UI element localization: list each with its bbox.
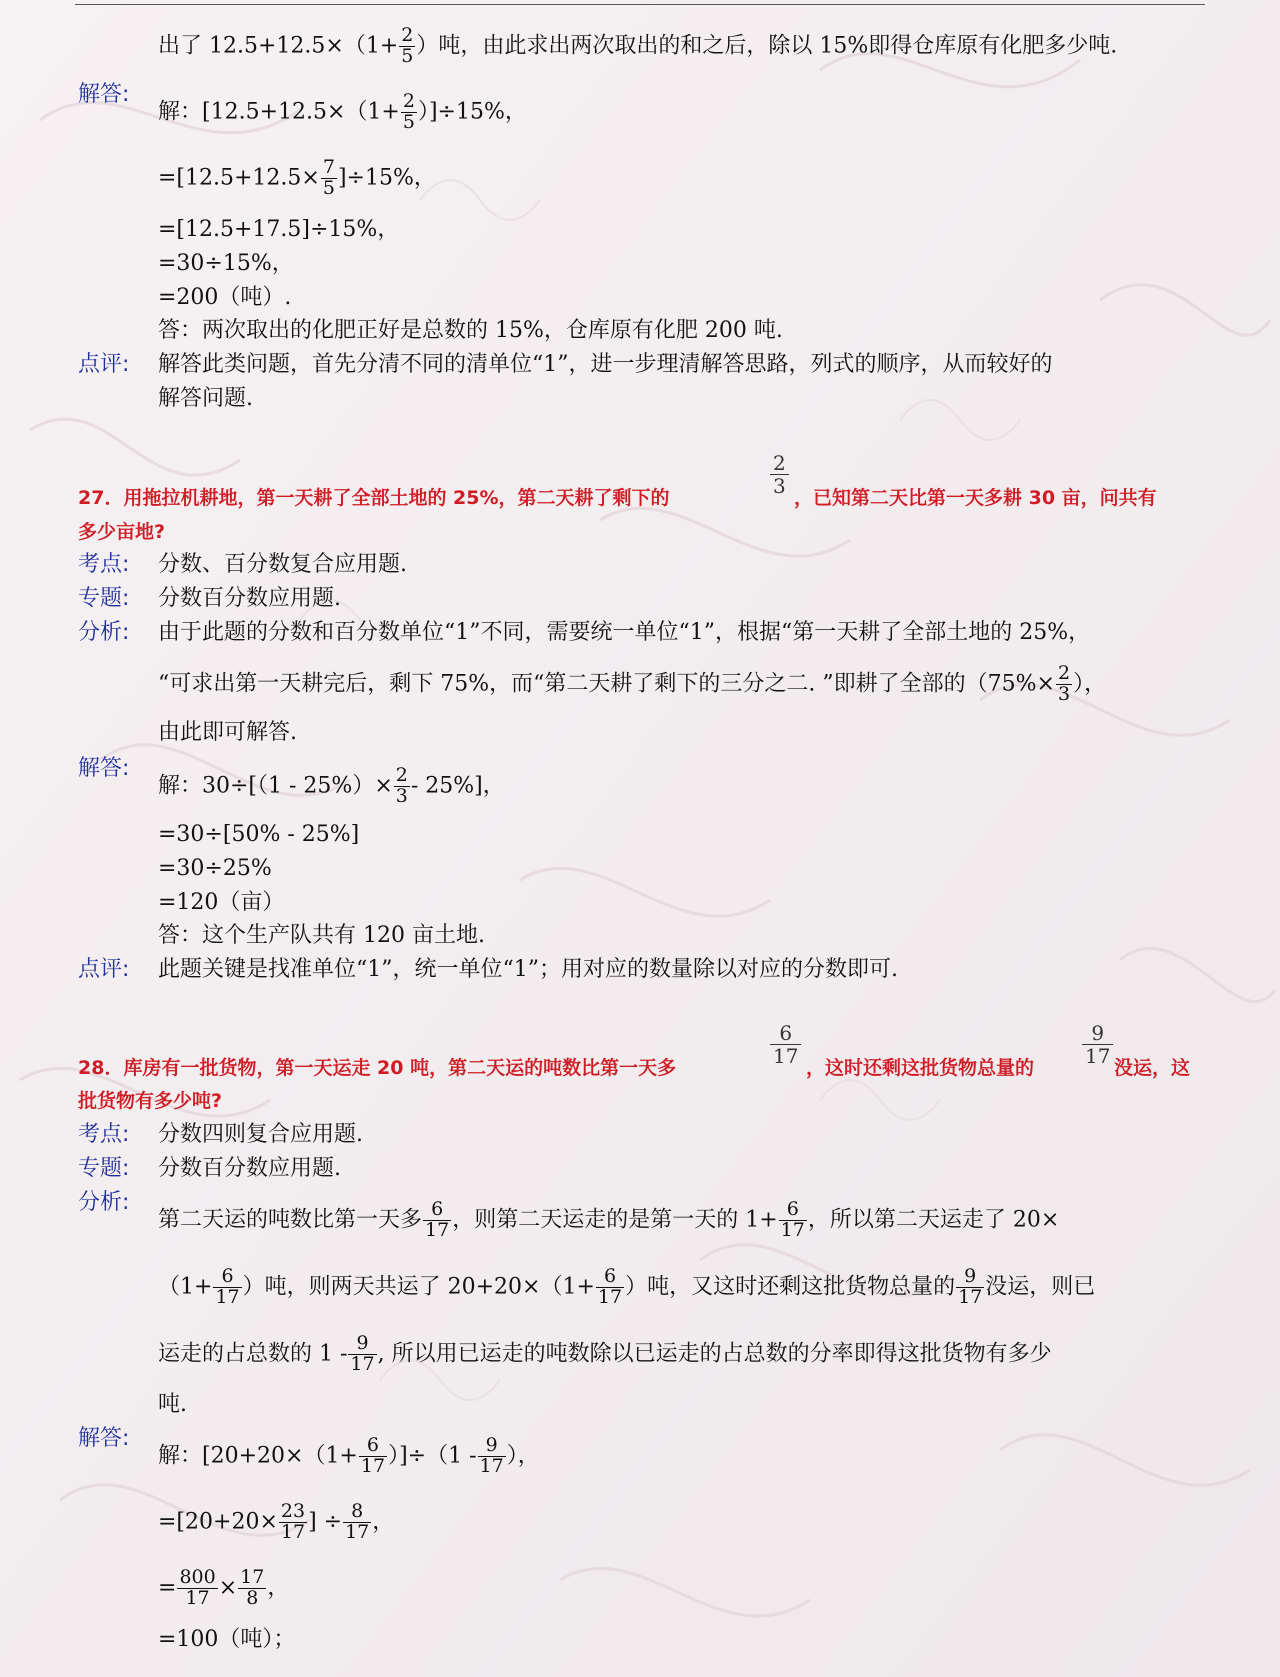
fraction — [394, 766, 410, 807]
denominator: 17 — [479, 1454, 504, 1477]
text-seg: “可求出第一天耕完后，剩下 75%，而“第二天耕了剩下的三分之二. ”即耕了全部的（75%× — [158, 671, 1055, 697]
denominator: 17 — [280, 1520, 306, 1543]
p27-solution-line-4: =120（亩） — [158, 890, 285, 915]
text-seg: =[12.5+12.5× — [158, 165, 320, 191]
p28-solution-line-4: =100（吨）； — [158, 1627, 296, 1652]
numerator: 2 — [395, 764, 408, 786]
p27-zhuanti: 分数百分数应用题. — [158, 586, 341, 611]
denominator: 17 — [425, 1218, 450, 1241]
text-seg: 解：[20+20×（1+ — [158, 1443, 358, 1469]
p27-solution-line-1 — [158, 766, 505, 807]
numerator: 6 — [770, 1022, 801, 1045]
top-rule — [75, 4, 1205, 5]
p26-comment-1: 解答此类问题，首先分清不同的清单位“1”，进一步理清解答思路，列式的顺序，从而较好的 — [158, 352, 1053, 377]
denominator: 17 — [773, 1044, 799, 1068]
numerator: 8 — [343, 1502, 371, 1523]
denominator: 17 — [350, 1352, 375, 1375]
p27-solution-line-3: =30÷25% — [158, 856, 272, 881]
numerator: 17 — [240, 1566, 265, 1588]
text-seg: ， — [372, 1509, 395, 1535]
fraction — [779, 1200, 807, 1241]
text-seg: 解：30÷[（1 - 25%）× — [158, 773, 393, 799]
p26-solution-line-4: =30÷15%， — [158, 251, 294, 276]
p26-solution-line-3: =[12.5+17.5]÷15%， — [158, 217, 400, 242]
p28-fenxi-4: 吨. — [158, 1392, 187, 1417]
denominator: 17 — [597, 1285, 623, 1308]
numerator: 6 — [213, 1267, 241, 1288]
numerator: 9 — [348, 1334, 376, 1355]
fraction — [321, 158, 337, 199]
p28-question-line-2: 批货物有多少吨? — [78, 1090, 223, 1112]
text-seg: ，所以第二天运走了 20× — [807, 1207, 1060, 1233]
text-seg: 第二天运的吨数比第一天多 — [158, 1207, 423, 1233]
p27-kaodian-label: 考点: — [78, 552, 130, 577]
p28-fenxi-label: 分析: — [78, 1190, 130, 1215]
p28-zhuanti: 分数百分数应用题. — [158, 1156, 341, 1181]
text-seg: ）吨，则两天共运了 20+20×（1+ — [242, 1274, 595, 1300]
text-seg: ] ÷ — [308, 1509, 343, 1535]
numerator: 6 — [423, 1200, 451, 1221]
text-seg: ， — [267, 1575, 290, 1601]
p28-solution-line-2 — [158, 1502, 394, 1543]
numerator: 6 — [779, 1200, 807, 1221]
denominator: 17 — [185, 1586, 210, 1609]
text-seg: 解：[12.5+12.5×（1+ — [158, 99, 400, 125]
text-seg: ）， — [1073, 671, 1107, 697]
text-seg: ）]÷15%， — [417, 99, 527, 125]
text-seg: - 25%]， — [410, 773, 505, 799]
p27-fenxi-1: 由于此题的分数和百分数单位“1”不同，需要统一单位“1”，根据“第一天耕了全部土地的 25%， — [158, 620, 1091, 645]
denominator: 17 — [1085, 1044, 1111, 1068]
text-seg: （1+ — [158, 1274, 213, 1300]
p27-question-line-1 — [78, 484, 670, 512]
p27-fenxi-3: 由此即可解答. — [158, 720, 297, 745]
fraction — [478, 1436, 506, 1477]
p28-kaodian-label: 考点: — [78, 1122, 130, 1147]
text-seg: ）， — [506, 1443, 540, 1469]
p26-analysis-line — [158, 26, 1117, 67]
fraction — [238, 1568, 266, 1609]
p28-question-fraction-1 — [770, 1022, 801, 1067]
p26-solution-line-2 — [158, 158, 436, 199]
p27-pingjia-label: 点评: — [78, 957, 130, 982]
p27-solution-line-2: =30÷[50% - 25%] — [158, 822, 360, 847]
p27-question-fraction — [770, 452, 789, 497]
p28-fenxi-3 — [158, 1334, 1052, 1375]
numerator: 9 — [1082, 1022, 1113, 1045]
denominator: 5 — [401, 44, 414, 67]
p28-question-fraction-2 — [1082, 1022, 1113, 1067]
p27-answer: 答：这个生产队共有 120 亩土地. — [158, 923, 485, 948]
fraction — [348, 1334, 376, 1375]
p27-question-line-1b: ，已知第二天比第一天多耕 30 亩，问共有 — [794, 487, 1157, 509]
p27-fenxi-2 — [158, 664, 1106, 705]
numerator: 7 — [322, 156, 335, 178]
p27-kaodian: 分数、百分数复合应用题. — [158, 552, 407, 577]
fraction — [399, 26, 415, 67]
p26-answer: 答：两次取出的化肥正好是总数的 15%，仓库原有化肥 200 吨. — [158, 318, 783, 343]
fraction — [279, 1502, 307, 1543]
p27-fenxi-label: 分析: — [78, 620, 130, 645]
text-seg: 没运，则已 — [985, 1274, 1096, 1300]
denominator: 5 — [322, 176, 335, 199]
text-seg: × — [218, 1575, 238, 1601]
p28-solution-line-3 — [158, 1568, 289, 1609]
p28-question-line-1b: ，这时还剩这批货物总量的 — [806, 1057, 1035, 1079]
p26-solution-line-1 — [158, 92, 527, 133]
denominator: 17 — [345, 1520, 370, 1543]
numerator: 2 — [770, 452, 789, 475]
numerator: 23 — [280, 1500, 306, 1522]
denominator: 17 — [360, 1454, 386, 1477]
p26-pingjia-label: 点评: — [78, 352, 130, 377]
p27-jieda-label: 解答: — [78, 756, 130, 781]
text-seg: ）吨，又这时还剩这批货物总量的 — [625, 1274, 956, 1300]
fraction — [343, 1502, 371, 1543]
fraction — [401, 92, 417, 133]
denominator: 17 — [215, 1285, 240, 1308]
numerator: 2 — [402, 90, 415, 112]
numerator: 800 — [179, 1566, 216, 1588]
text-seg: = — [158, 1575, 177, 1601]
p27-comment: 此题关键是找准单位“1”，统一单位“1”；用对应的数量除以对应的分数即可. — [158, 957, 898, 982]
fraction — [359, 1436, 387, 1477]
fraction — [1056, 664, 1072, 705]
text-seg: ，则第二天运走的是第一天的 1+ — [452, 1207, 778, 1233]
text-seg: ）吨，由此求出两次取出的和之后，除以 15%即得仓库原有化肥多少吨. — [416, 33, 1118, 59]
text-seg: =[20+20× — [158, 1509, 278, 1535]
denominator: 3 — [773, 474, 786, 498]
denominator: 3 — [395, 784, 408, 807]
numerator: 2 — [401, 24, 414, 46]
text-seg: 27．用拖拉机耕地，第一天耕了全部土地的 25%，第二天耕了剩下的 — [78, 487, 670, 509]
numerator: 6 — [359, 1436, 387, 1457]
p27-question-line-2: 多少亩地? — [78, 521, 166, 543]
text-seg: 出了 12.5+12.5×（1+ — [158, 33, 399, 59]
denominator: 8 — [246, 1586, 259, 1609]
p28-jieda-label: 解答: — [78, 1426, 130, 1451]
fraction — [956, 1267, 984, 1308]
denominator: 17 — [958, 1285, 983, 1308]
text-seg: , 所以用已运走的吨数除以已运走的占总数的分率即得这批货物有多少 — [377, 1341, 1052, 1367]
numerator: 9 — [478, 1436, 506, 1457]
numerator: 9 — [956, 1267, 984, 1288]
p28-question-line-1a: 28．库房有一批货物，第一天运走 20 吨，第二天运的吨数比第一天多 — [78, 1057, 677, 1079]
text-seg: ]÷15%， — [337, 165, 436, 191]
p28-fenxi-2 — [158, 1267, 1095, 1308]
denominator: 5 — [402, 110, 415, 133]
fraction — [213, 1267, 241, 1308]
p28-solution-line-1 — [158, 1436, 540, 1477]
text-seg: 运走的占总数的 1 - — [158, 1341, 348, 1367]
p28-question-line-1c: 没运，这 — [1114, 1057, 1191, 1079]
denominator: 17 — [780, 1218, 805, 1241]
p28-zhuanti-label: 专题: — [78, 1156, 130, 1181]
fraction — [177, 1568, 217, 1609]
numerator: 2 — [1057, 662, 1071, 684]
denominator: 3 — [1057, 682, 1071, 705]
p26-comment-2: 解答问题. — [158, 386, 253, 411]
p26-jieda-label: 解答: — [78, 82, 130, 107]
numerator: 6 — [596, 1267, 624, 1288]
text-seg: ）]÷（1 - — [388, 1443, 477, 1469]
p28-kaodian: 分数四则复合应用题. — [158, 1122, 363, 1147]
p27-zhuanti-label: 专题: — [78, 586, 130, 611]
p26-solution-line-5: =200（吨）. — [158, 285, 292, 310]
p28-fenxi-1 — [158, 1200, 1059, 1241]
fraction — [596, 1267, 624, 1308]
fraction — [423, 1200, 451, 1241]
